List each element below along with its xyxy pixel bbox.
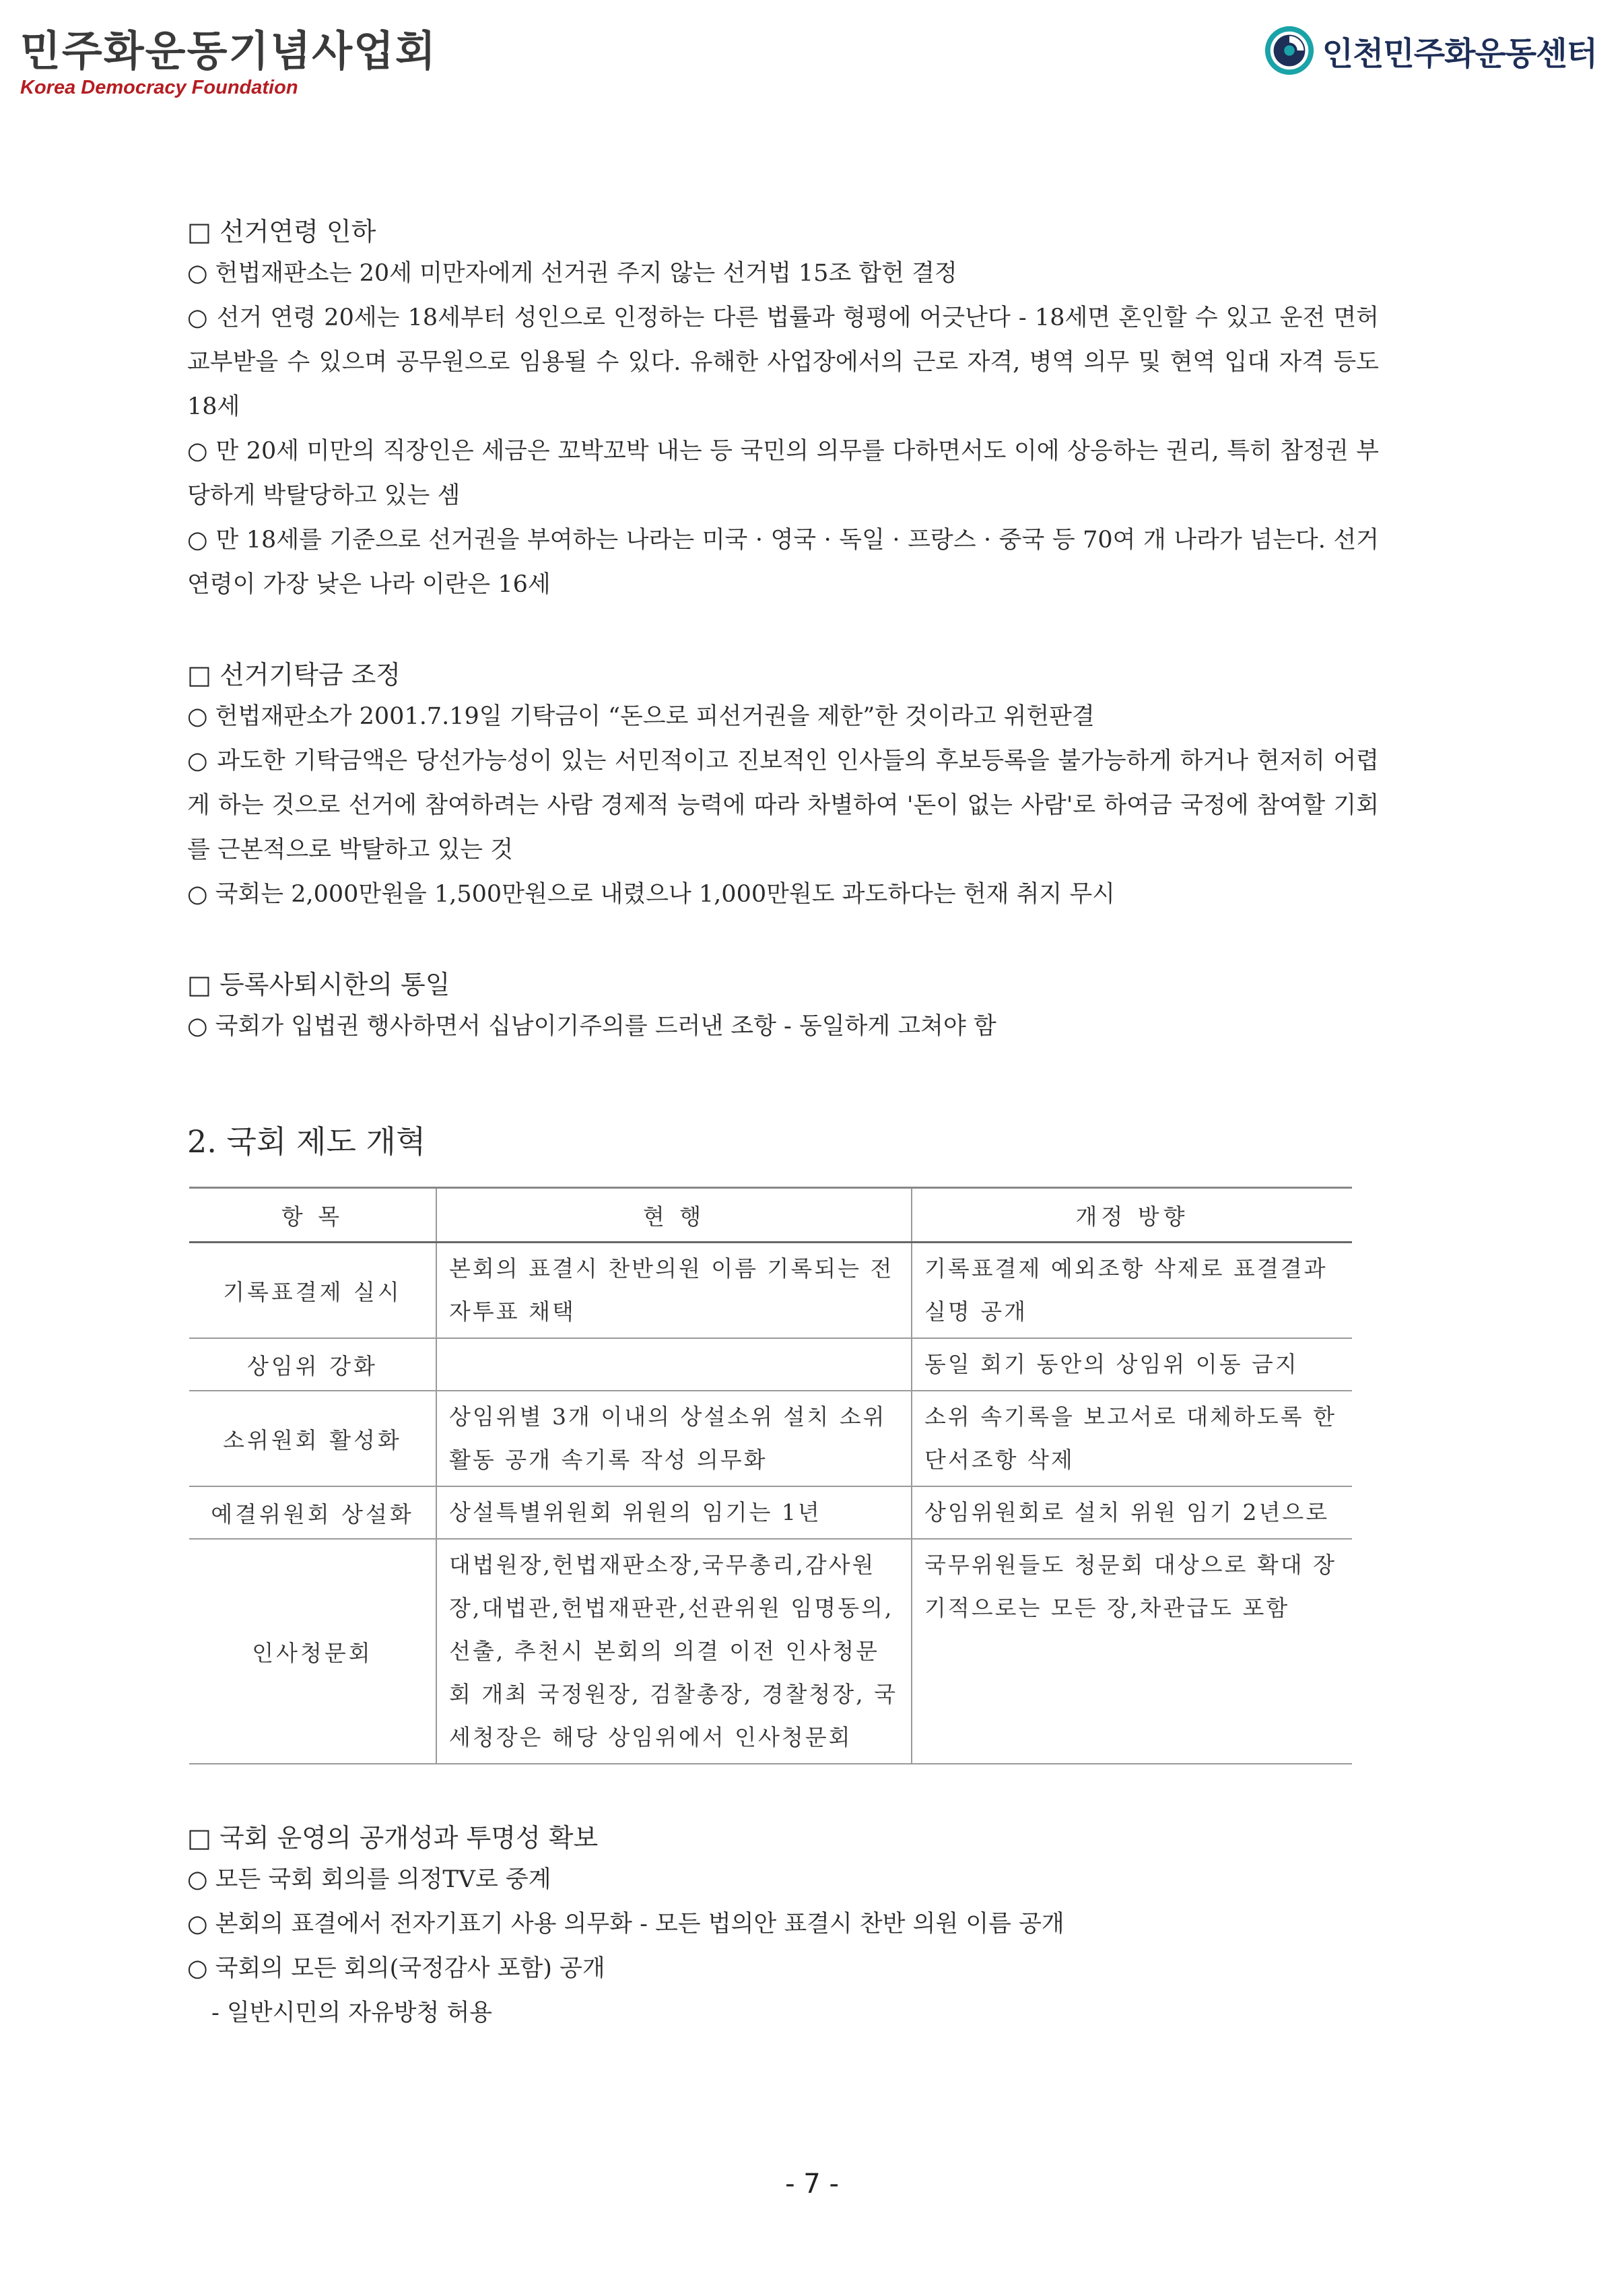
incheon-center-logo — [1263, 24, 1597, 77]
table-cell-current: 상설특별위원회 위원의 임기는 1년 — [436, 1486, 912, 1539]
kdf-logo-korean: 민주화운동기념사업회 — [20, 26, 437, 75]
kdf-logo — [20, 27, 437, 100]
table-cell-current — [436, 1338, 912, 1391]
table-cell-item: 상임위 강화 — [189, 1338, 436, 1391]
assembly-reform-table — [189, 1187, 1352, 1764]
page-number: - 7 - — [785, 2169, 839, 2200]
table-cell-direction: 기록표결제 예외조항 삭제로 표결결과 실명 공개 — [912, 1243, 1352, 1339]
kdf-logo-english: Korea Democracy Foundation — [20, 77, 298, 98]
table-row — [189, 1338, 1352, 1391]
table-cell-direction: 상임위원회로 설치 위원 임기 2년으로 — [912, 1486, 1352, 1539]
table-row — [189, 1486, 1352, 1539]
list-item: ○ 과도한 기탁금액은 당선가능성이 있는 서민적이고 진보적인 인사들의 후보등록을 불가능하게 하거나 현저히 어렵게 하는 것으로 선거에 참여하려는 사람 경제적 능력에 따라 차별하여 '돈이 없는 사람'로 하여금 국정에 참여할 기회를 근본적으로 박탈하고 있는 것 — [187, 748, 1379, 863]
table-header-row — [189, 1188, 1352, 1243]
table-row — [189, 1243, 1352, 1339]
table-cell-direction: 동일 회기 동안의 상임위 이동 금지 — [912, 1338, 1352, 1391]
table-cell-current: 대법원장,헌법재판소장,국무총리,감사원장,대법관,헌법재판관,선관위원 임명동의, 선출, 추천시 본회의 의결 이전 인사청문회 개최 국정원장, 검찰총장, 경찰청장, 국세청장은 해당 상임위에서 인사청문회 — [436, 1539, 912, 1764]
column-header-direction: 개정 방향 — [912, 1188, 1352, 1243]
list-item: ○ 헌법재판소는 20세 미만자에게 선거권 주지 않는 선거법 15조 합헌 결정 — [187, 260, 957, 287]
list-item: ○ 본회의 표결에서 전자기표기 사용 의무화 - 모든 법의안 표결시 찬반 의원 이름 공개 — [187, 1911, 1064, 1938]
section-heading-transparency: □ 국회 운영의 공개성과 투명성 확보 — [187, 1823, 599, 1853]
bottom-sections — [187, 1818, 1379, 2035]
table-cell-item: 기록표결제 실시 — [189, 1243, 436, 1339]
table-cell-item: 소위원회 활성화 — [189, 1391, 436, 1486]
table-cell-item: 인사청문회 — [189, 1539, 436, 1764]
incheon-center-emblem-icon — [1263, 24, 1316, 77]
table-cell-current: 상임위별 3개 이내의 상설소위 설치 소위 활동 공개 속기록 작성 의무화 — [436, 1391, 912, 1486]
list-item: ○ 선거 연령 20세는 18세부터 성인으로 인정하는 다른 법률과 형평에 어긋난다 - 18세면 혼인할 수 있고 운전 면허 교부받을 수 있으며 공무원으로 임용될 수 있다. 유해한 사업장에서의 근로 자격, 병역 의무 및 현역 입대 자격 등도 18세 — [187, 304, 1379, 420]
section-heading-resignation-deadline: □ 등록사퇴시한의 통일 — [187, 970, 450, 999]
table-cell-direction: 소위 속기록을 보고서로 대체하도록 한 단서조항 삭제 — [912, 1391, 1352, 1486]
list-item: ○ 모든 국회 회의를 의정TV로 중계 — [187, 1866, 551, 1893]
list-item: ○ 만 20세 미만의 직장인은 세금은 꼬박꼬박 내는 등 국민의 의무를 다하면서도 이에 상응하는 권리, 특히 참정권 부당하게 박탈당하고 있는 셈 — [187, 438, 1379, 509]
column-header-current: 현 행 — [436, 1188, 912, 1243]
top-sections — [187, 212, 1379, 1049]
list-item: ○ 만 18세를 기준으로 선거권을 부여하는 나라는 미국 · 영국 · 독일 · 프랑스 · 중국 등 70여 개 나라가 넘는다. 선거연령이 가장 낮은 나라 이란은 16세 — [187, 527, 1379, 598]
incheon-center-name: 인천민주화운동센터 — [1322, 34, 1597, 73]
table-cell-direction: 국무위원들도 청문회 대상으로 확대 장기적으로는 모든 장,차관급도 포함 — [912, 1539, 1352, 1764]
section-heading-voting-age: □ 선거연령 인하 — [187, 217, 376, 246]
table-row — [189, 1539, 1352, 1764]
table-row — [189, 1391, 1352, 1486]
list-item: ○ 헌법재판소가 2001.7.19일 기탁금이 “돈으로 피선거권을 제한”한 것이라고 위헌판결 — [187, 703, 1095, 730]
column-header-item: 항 목 — [189, 1188, 436, 1243]
sub-list-item: - 일반시민의 자유방청 허용 — [211, 2000, 493, 2026]
list-item: ○ 국회가 입법권 행사하면서 십남이기주의를 드러낸 조항 - 동일하게 고쳐야 함 — [187, 1013, 996, 1040]
section-2-title: 2. 국회 제도 개혁 — [187, 1123, 426, 1160]
table-cell-current: 본회의 표결시 찬반의원 이름 기록되는 전자투표 채택 — [436, 1243, 912, 1339]
list-item: ○ 국회는 2,000만원을 1,500만원으로 내렸으나 1,000만원도 과도하다는 헌재 취지 무시 — [187, 881, 1115, 908]
table-cell-item: 예결위원회 상설화 — [189, 1486, 436, 1539]
section-heading-deposit: □ 선거기탁금 조정 — [187, 660, 401, 690]
list-item: ○ 국회의 모든 회의(국정감사 포함) 공개 — [187, 1955, 605, 1982]
